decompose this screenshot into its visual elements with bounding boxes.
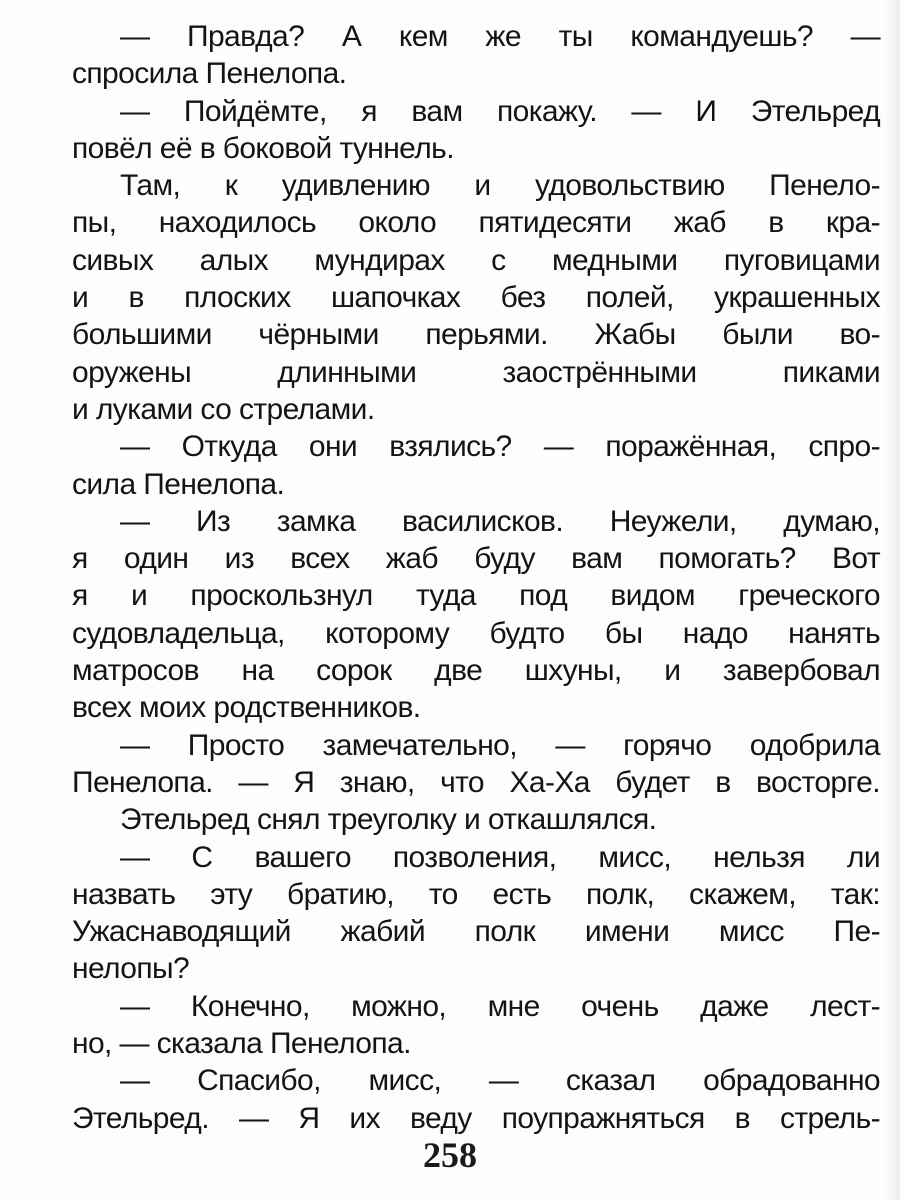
text-line: и луками со стрелами. bbox=[72, 392, 375, 426]
text-line: Этельред снял треуголку и откашлялся. bbox=[120, 803, 657, 837]
text-line: пы, находилось около пятидесяти жаб в кра- bbox=[72, 206, 880, 240]
text-line: Пенелопа. — Я знаю, что Ха-Ха будет в восторге. bbox=[72, 765, 880, 799]
text-line: Там, к удивлению и удовольствию Пенело- bbox=[120, 169, 880, 203]
text-line: назвать эту братию, то есть полк, скажем, так: bbox=[72, 877, 880, 911]
page-edge-shadow bbox=[884, 0, 900, 1200]
text-line: повёл её в боковой туннель. bbox=[72, 131, 454, 165]
text-line: сивых алых мундирах с медными пуговицами bbox=[72, 243, 880, 277]
text-line: — Пойдёмте, я вам покажу. — И Этельред bbox=[120, 94, 880, 128]
text-line: Этельред. — Я их веду поупражняться в стрель- bbox=[72, 1101, 880, 1135]
text-line: — Откуда они взялись? — поражённая, спро- bbox=[120, 430, 880, 464]
text-line: — С вашего позволения, мисс, нельзя ли bbox=[120, 840, 880, 874]
text-line: я и проскользнул туда под видом греческого bbox=[72, 579, 880, 613]
text-line: нелопы? bbox=[72, 952, 190, 986]
text-line: судовладельца, которому будто бы надо нанять bbox=[72, 616, 880, 650]
text-line: всех моих родственников. bbox=[72, 691, 421, 725]
text-line: — Правда? А кем же ты командуешь? — bbox=[120, 20, 880, 53]
text-line: оружены длинными заострёнными пиками bbox=[72, 355, 880, 389]
text-line: матросов на сорок две шхуны, и завербовал bbox=[72, 654, 880, 688]
text-line: и в плоских шапочках без полей, украшенных bbox=[72, 281, 880, 315]
text-line: я один из всех жаб буду вам помогать? Вот bbox=[72, 542, 880, 576]
text-line: сила Пенелопа. bbox=[72, 467, 285, 501]
text-line: — Из замка василисков. Неужели, думаю, bbox=[120, 504, 880, 538]
text-line: — Конечно, можно, мне очень даже лест- bbox=[120, 989, 880, 1023]
text-line: но, — сказала Пенелопа. bbox=[72, 1027, 411, 1061]
text-line: большими чёрными перьями. Жабы были во- bbox=[72, 318, 880, 352]
text-line: спросила Пенелопа. bbox=[72, 57, 347, 91]
text-line: — Спасибо, мисс, — сказал обрадованно bbox=[120, 1064, 880, 1098]
text-line: Ужаснаводящий жабий полк имени мисс Пе- bbox=[72, 915, 880, 949]
page-body-text bbox=[72, 18, 880, 1137]
page-number: 258 bbox=[423, 1135, 477, 1175]
text-line: — Просто замечательно, — горячо одобрила bbox=[120, 728, 880, 762]
